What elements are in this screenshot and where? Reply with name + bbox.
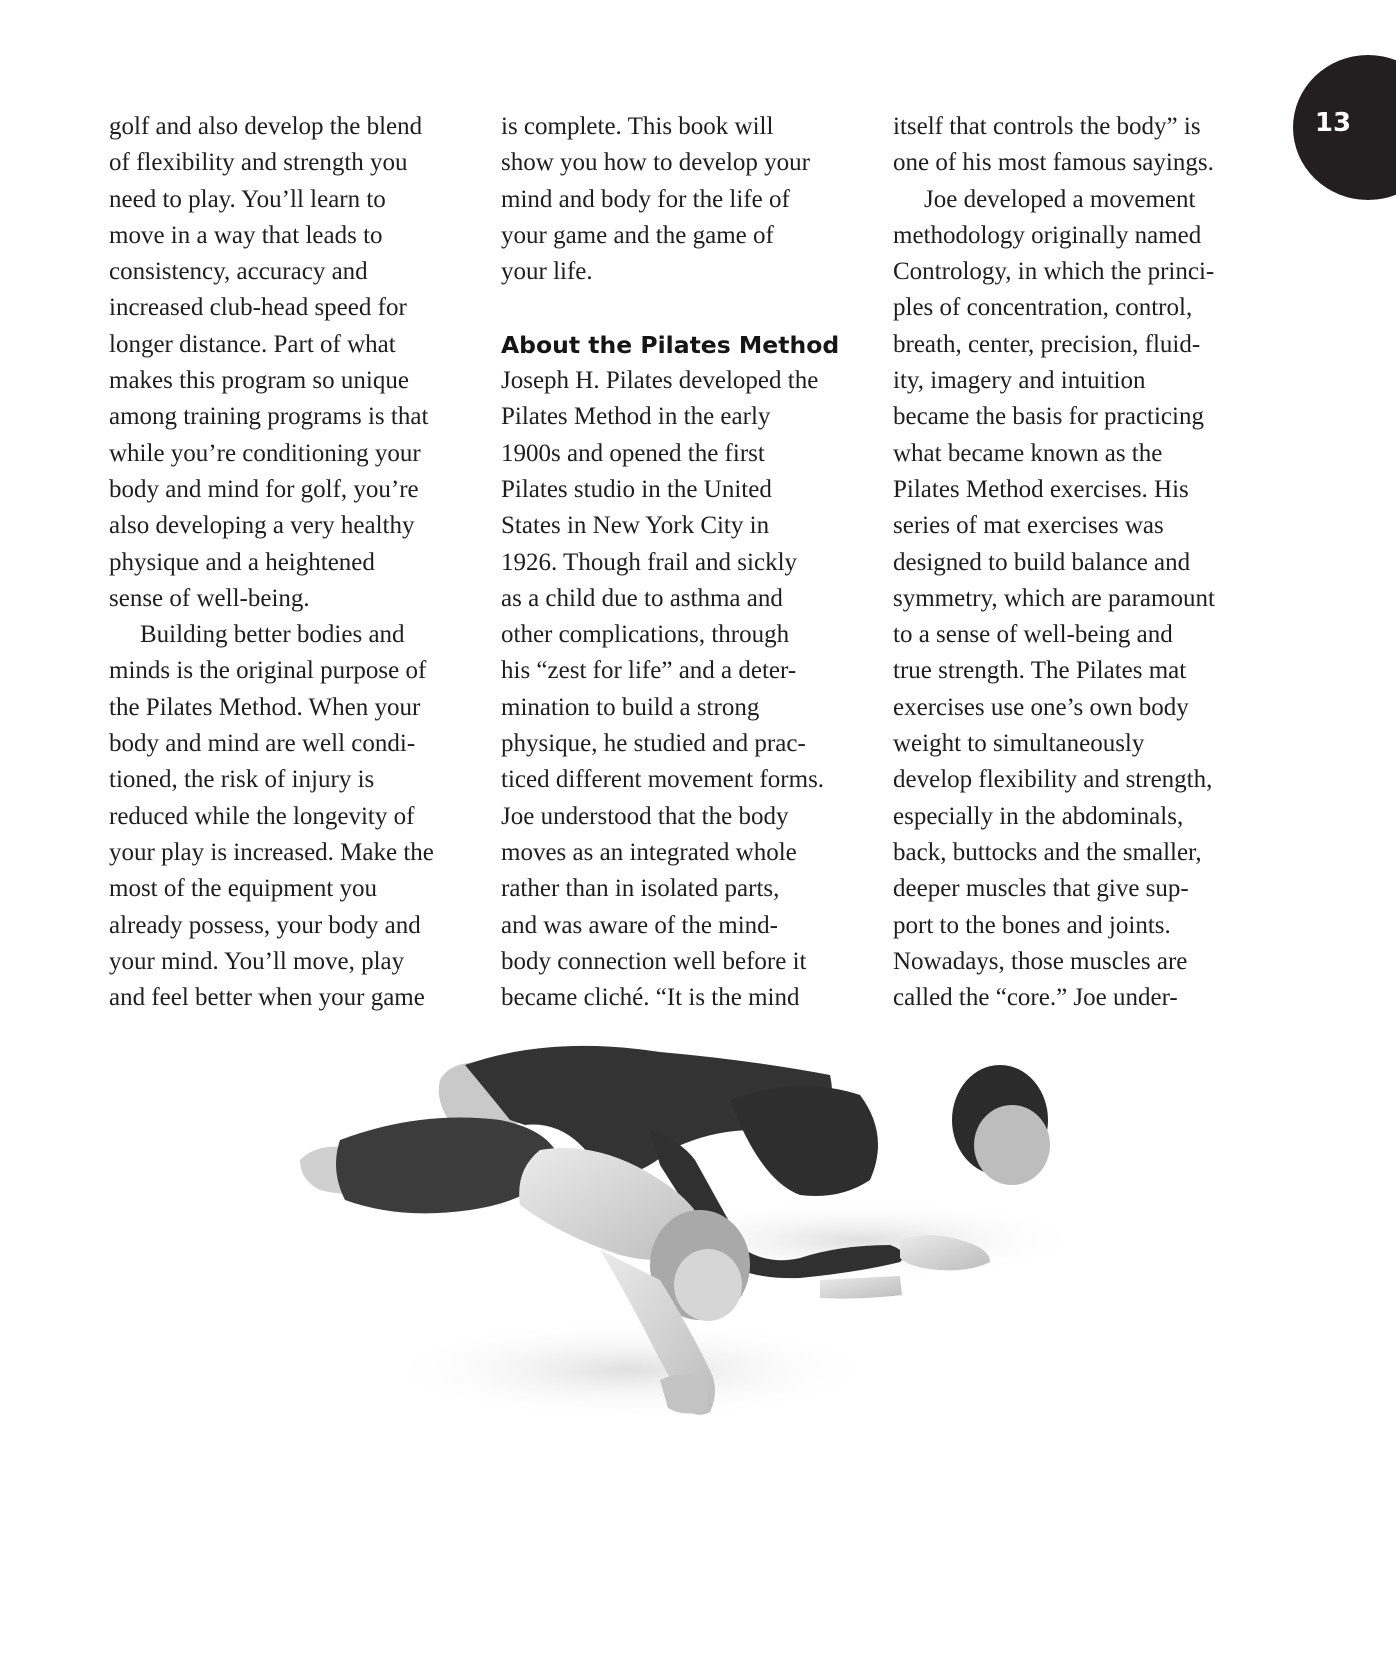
text-line: while you’re conditioning your (109, 439, 421, 467)
text-line: ples of concentration, control, (893, 294, 1193, 322)
text-line: ity, imagery and intuition (893, 367, 1146, 395)
text-line: series of mat exercises was (893, 512, 1164, 540)
text-line: is complete. This book will (501, 113, 774, 140)
text-line: Contrology, in which the princi- (893, 258, 1215, 286)
text-line: Pilates Method in the early (501, 403, 771, 431)
text-line: Pilates Method exercises. His (893, 475, 1189, 503)
text-line: became cliché. “It is the mind (501, 984, 800, 1012)
text-line: reduced while the longevity of (109, 802, 415, 830)
text-line: to a sense of well-being and (893, 621, 1173, 649)
text-line: your mind. You’ll move, play (109, 947, 405, 975)
text-line: weight to simultaneously (893, 730, 1145, 758)
text-line: back, buttocks and the smaller, (893, 838, 1202, 866)
text-line: his “zest for life” and a deter- (501, 657, 797, 685)
text-line: need to play. You’ll learn to (109, 185, 386, 213)
text-line: of flexibility and strength you (109, 149, 408, 177)
text-line: already possess, your body and (109, 911, 421, 939)
text-line: symmetry, which are paramount (893, 584, 1215, 612)
text-column-3 (893, 109, 1263, 1016)
text-line: physique and a heightened (109, 548, 375, 576)
text-line: 1900s and opened the first (501, 439, 765, 467)
text-line: Nowadays, those muscles are (893, 947, 1188, 975)
text-line: tioned, the risk of injury is (109, 766, 375, 794)
text-line: minds is the original purpose of (109, 657, 427, 685)
text-line: one of his most famous sayings. (893, 149, 1214, 177)
text-line: port to the bones and joints. (893, 911, 1171, 939)
text-line: as a child due to asthma and (501, 584, 783, 612)
text-line: methodology originally named (893, 221, 1202, 249)
pilates-plank-photo (300, 1040, 1120, 1540)
text-line: sense of well-being. (109, 584, 310, 612)
text-line: body connection well before it (501, 947, 807, 975)
paragraph-gap (501, 290, 871, 326)
text-line: among training programs is that (109, 403, 429, 431)
page-number: 13 (1314, 108, 1352, 138)
text-line: deeper muscles that give sup- (893, 875, 1189, 903)
paragraph-start-line: Joe developed a movement (924, 185, 1196, 213)
text-line: your game and the game of (501, 221, 774, 249)
text-line: designed to build balance and (893, 548, 1191, 576)
paragraph-start-line: Building better bodies and (140, 621, 405, 649)
text-line: show you how to develop your (501, 149, 810, 177)
text-line: most of the equipment you (109, 875, 378, 903)
section-heading: About the Pilates Method (501, 330, 840, 359)
text-column-2 (501, 109, 871, 1016)
text-line: what became known as the (893, 439, 1163, 467)
text-line: longer distance. Part of what (109, 330, 396, 358)
text-line: your life. (501, 258, 593, 286)
text-line: States in New York City in (501, 512, 770, 540)
text-line: mination to build a strong (501, 693, 760, 721)
text-line: mind and body for the life of (501, 185, 790, 213)
text-line: your play is increased. Make the (109, 838, 434, 866)
floor-shadow (380, 1320, 880, 1420)
text-line: Joe understood that the body (501, 802, 789, 830)
text-line: and feel better when your game (109, 984, 425, 1012)
text-line: especially in the abdominals, (893, 802, 1184, 830)
text-column-1 (109, 109, 479, 1016)
text-line: became the basis for practicing (893, 403, 1204, 431)
text-line: true strength. The Pilates mat (893, 657, 1187, 685)
text-line: and was aware of the mind- (501, 911, 778, 939)
text-line: physique, he studied and prac- (501, 730, 806, 758)
text-line: rather than in isolated parts, (501, 875, 780, 903)
text-line: the Pilates Method. When your (109, 693, 421, 721)
text-line: develop flexibility and strength, (893, 766, 1213, 794)
text-line: also developing a very healthy (109, 512, 415, 540)
text-line: increased club-head speed for (109, 294, 407, 322)
text-line: Pilates studio in the United (501, 475, 772, 503)
text-line: itself that controls the body” is (893, 113, 1201, 140)
text-line: other complications, through (501, 621, 790, 649)
text-line: 1926. Though frail and sickly (501, 548, 798, 576)
text-line: golf and also develop the blend (109, 113, 423, 140)
text-line: breath, center, precision, fluid- (893, 330, 1201, 358)
text-line: consistency, accuracy and (109, 258, 368, 286)
text-line: move in a way that leads to (109, 221, 383, 249)
text-line: body and mind are well condi- (109, 730, 416, 758)
text-line: called the “core.” Joe under- (893, 984, 1178, 1012)
text-line: makes this program so unique (109, 367, 409, 395)
text-line: body and mind for golf, you’re (109, 475, 419, 503)
text-line: moves as an integrated whole (501, 838, 797, 866)
text-line: Joseph H. Pilates developed the (501, 367, 819, 395)
text-line: ticed different movement forms. (501, 766, 825, 794)
text-line: exercises use one’s own body (893, 693, 1189, 721)
